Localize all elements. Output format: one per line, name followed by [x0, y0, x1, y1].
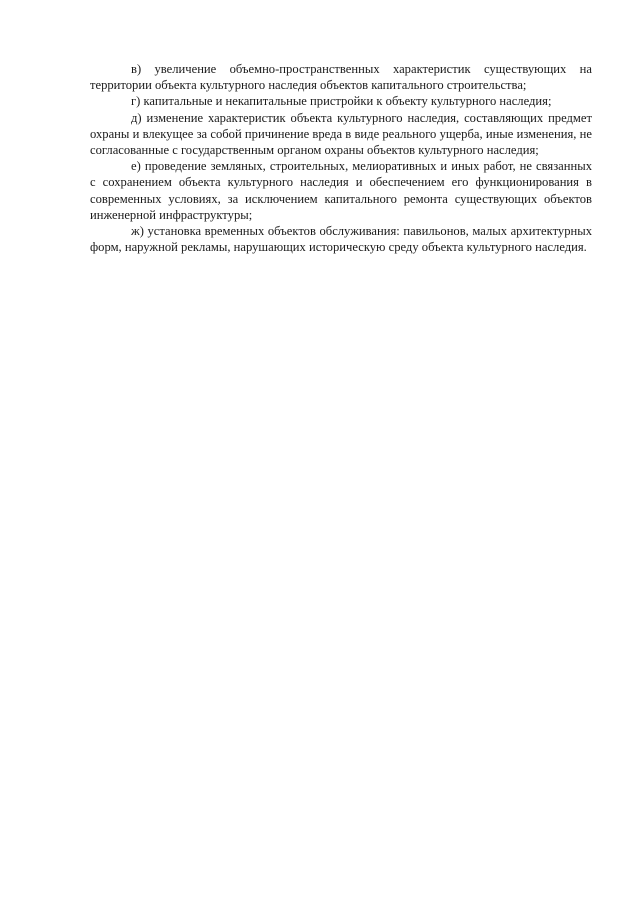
paragraph-d: д) изменение характеристик объекта культурного наследия, составляющих предмет охраны и влекущее за собой причинение вреда в виде реального ущерба, иные изменения, не согласованные с государственным органом охраны объектов культурного наследия; [90, 110, 592, 158]
paragraph-zh: ж) установка временных объектов обслуживания: павильонов, малых архитектурных форм, наружной рекламы, нарушающих историческую среду объекта культурного наследия. [90, 224, 592, 255]
paragraph-e: е) проведение земляных, строительных, мелиоративных и иных работ, не связанных с сохранением объекта культурного наследия и обеспечением его функционирования в современных условиях, за исключением капитального ремонта существующих объектов инженерной инфраструктуры; [90, 159, 592, 222]
paragraph-g: г) капитальные и некапитальные пристройки к объекту культурного наследия; [131, 94, 552, 109]
document-text [90, 61, 592, 255]
paragraph-v: в) увеличение объемно-пространственных характеристик существующих на территории объекта культурного наследия объектов капитального строительства; [90, 62, 592, 93]
